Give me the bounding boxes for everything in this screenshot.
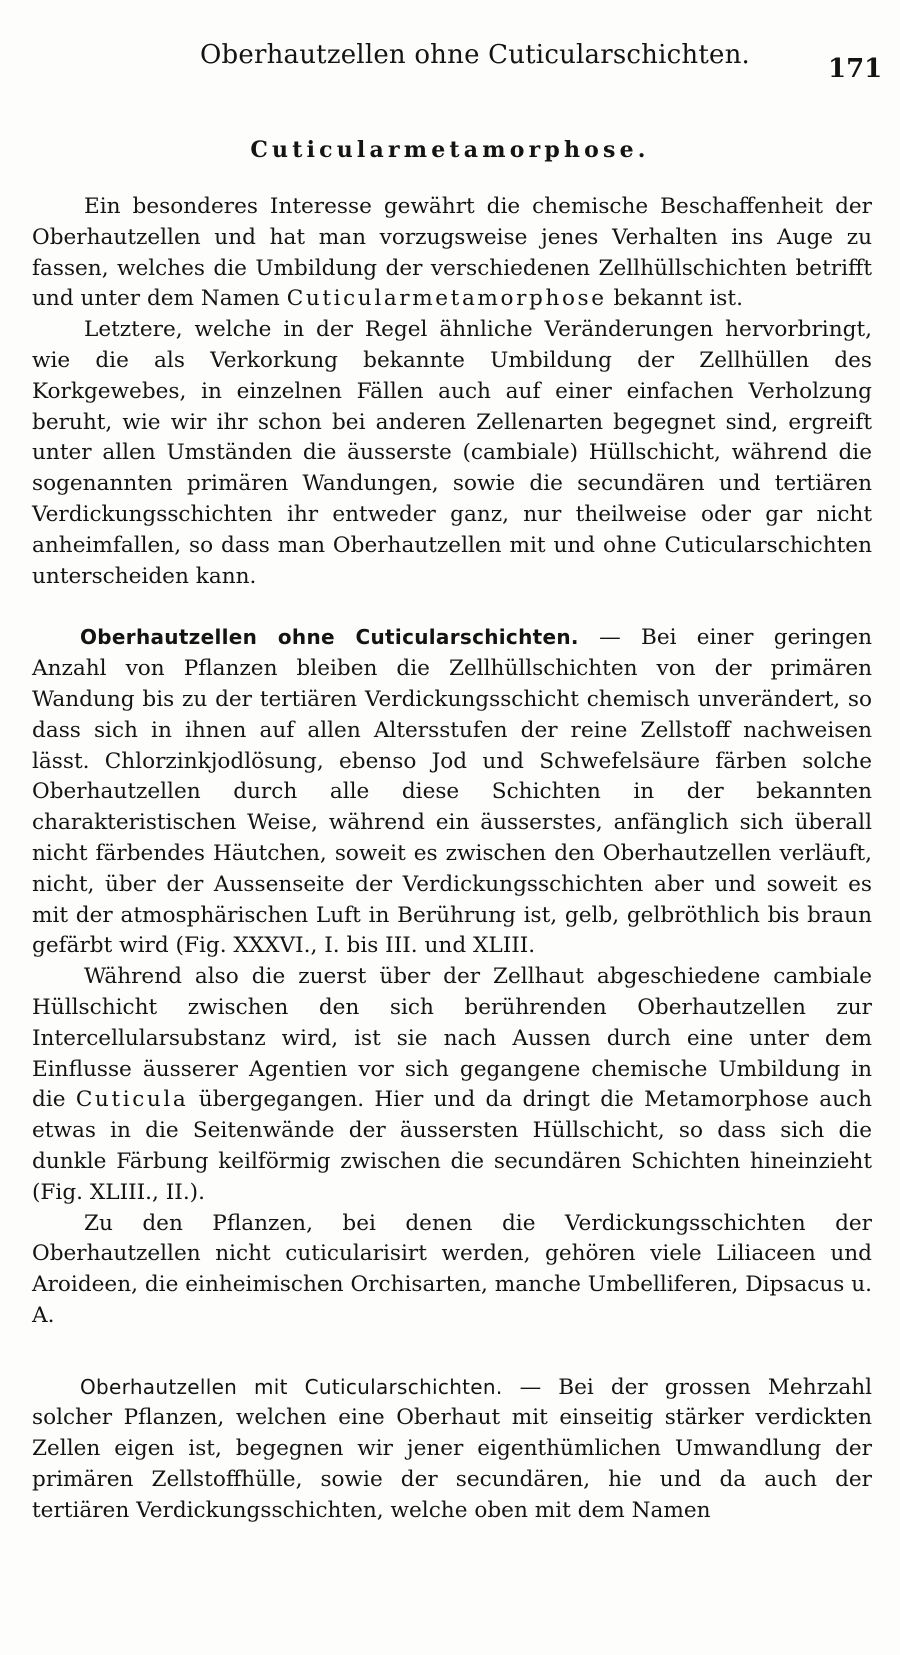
section-heading: Cuticularmetamorphose. [250, 137, 650, 163]
spaced-term: Cuticularmetamorphose [286, 286, 607, 312]
run-in-heading: Oberhautzellen mit Cuticularschichten. [80, 1374, 503, 1399]
body-text [32, 192, 872, 1527]
running-header [0, 40, 900, 84]
paragraph-ohne-cuticularschichten: Oberhautzellen ohne Cuticularschichten. — Bei einer geringen Anzahl von Pflanzen bleiben die Zellhüllschichten von der primären Wandung bis zu der tertiären Verdickungsschicht chemisch unverändert, so dass sich in ihnen auf allen Altersstufen der reine Zellstoff nachweisen lässt. Chlorzinkjodlösung, ebenso Jod und Schwefelsäure färben solche Oberhautzellen durch alle diese Schichten in der bekannten charakteristischen Weise, während ein äusserstes, anfänglich sich überall nicht färbendes Häutchen, soweit es zwischen den Oberhautzellen verläuft, nicht, über der Aussenseite der Verdickungsschichten aber und soweit es mit der atmosphärischen Luft in Berührung ist, gelb, gelbröthlich bis braun gefärbt wird (Fig. XXXVI., I. bis III. und XLIII. [32, 625, 872, 959]
spaced-term: Cuticula [75, 1087, 189, 1113]
paragraph-waehrend: Während also die zuerst über der Zellhaut abgeschiedene cambiale Hüllschicht zwischen den sich berührenden Oberhautzellen zur Intercellularsubstanz wird, ist sie nach Aussen durch eine unter dem Einflusse äusserer Agentien vor sich gegangene chemische Umbildung in die Cuticula übergegangen. Hier und da dringt die Metamorphose auch etwas in die Seitenwände der äussersten Hüllschicht, so dass sich die dunkle Färbung keilförmig zwischen die secundären Schichten hineinzieht (Fig. XLIII., II.). [32, 964, 872, 1205]
paragraph-intro: Ein besonderes Interesse gewährt die chemische Beschaffenheit der Oberhautzellen und hat man vorzugsweise jenes Verhalten ins Auge zu fassen, welches die Umbildung der verschiedenen Zellhüllschichten betrifft und unter dem Namen Cuticularmetamorphose bekannt ist. [32, 194, 872, 312]
paragraph-mit-cuticularschichten: Oberhautzellen mit Cuticularschichten. — Bei der grossen Mehrzahl solcher Pflanzen, welchen eine Oberhaut mit einseitig stärker verdickten Zellen eigen ist, begegnen wir jener eigenthümlichen Umwandlung der primären Zellstoffhülle, sowie der secundären, hie und da auch der tertiären Verdickungsschichten, welche oben mit dem Namen [32, 1374, 873, 1523]
run-in-heading: Oberhautzellen ohne Cuticularschichten. [80, 625, 579, 650]
paragraph-letztere: Letztere, welche in der Regel ähnliche Veränderungen hervorbringt, wie die als Verkorkung bekannte Umbildung der Zellhüllen des Korkgewebes, in einzelnen Fällen auch auf einer einfachen Verholzung beruht, wie wir ihr schon bei anderen Zellenarten begegnet sind, ergreift unter allen Umständen die äusserste (cambiale) Hüllschicht, während die sogenannten primären Wandungen, sowie die secundären und tertiären Verdickungsschichten ihr entweder ganz, nur theilweise oder gar nicht anheimfallen, so dass man Oberhautzellen mit und ohne Cuticularschichten unterscheiden kann. [32, 317, 872, 589]
page-number: 171 [828, 54, 883, 84]
running-title: Oberhautzellen ohne Cuticularschichten. [200, 40, 750, 70]
paragraph-pflanzen: Zu den Pflanzen, bei denen die Verdickungsschichten der Oberhautzellen nicht cuticularisirt werden, gehören viele Liliaceen und Aroideen, die einheimischen Orchisarten, manche Umbelliferen, Dipsacus u. A. [32, 1210, 872, 1328]
